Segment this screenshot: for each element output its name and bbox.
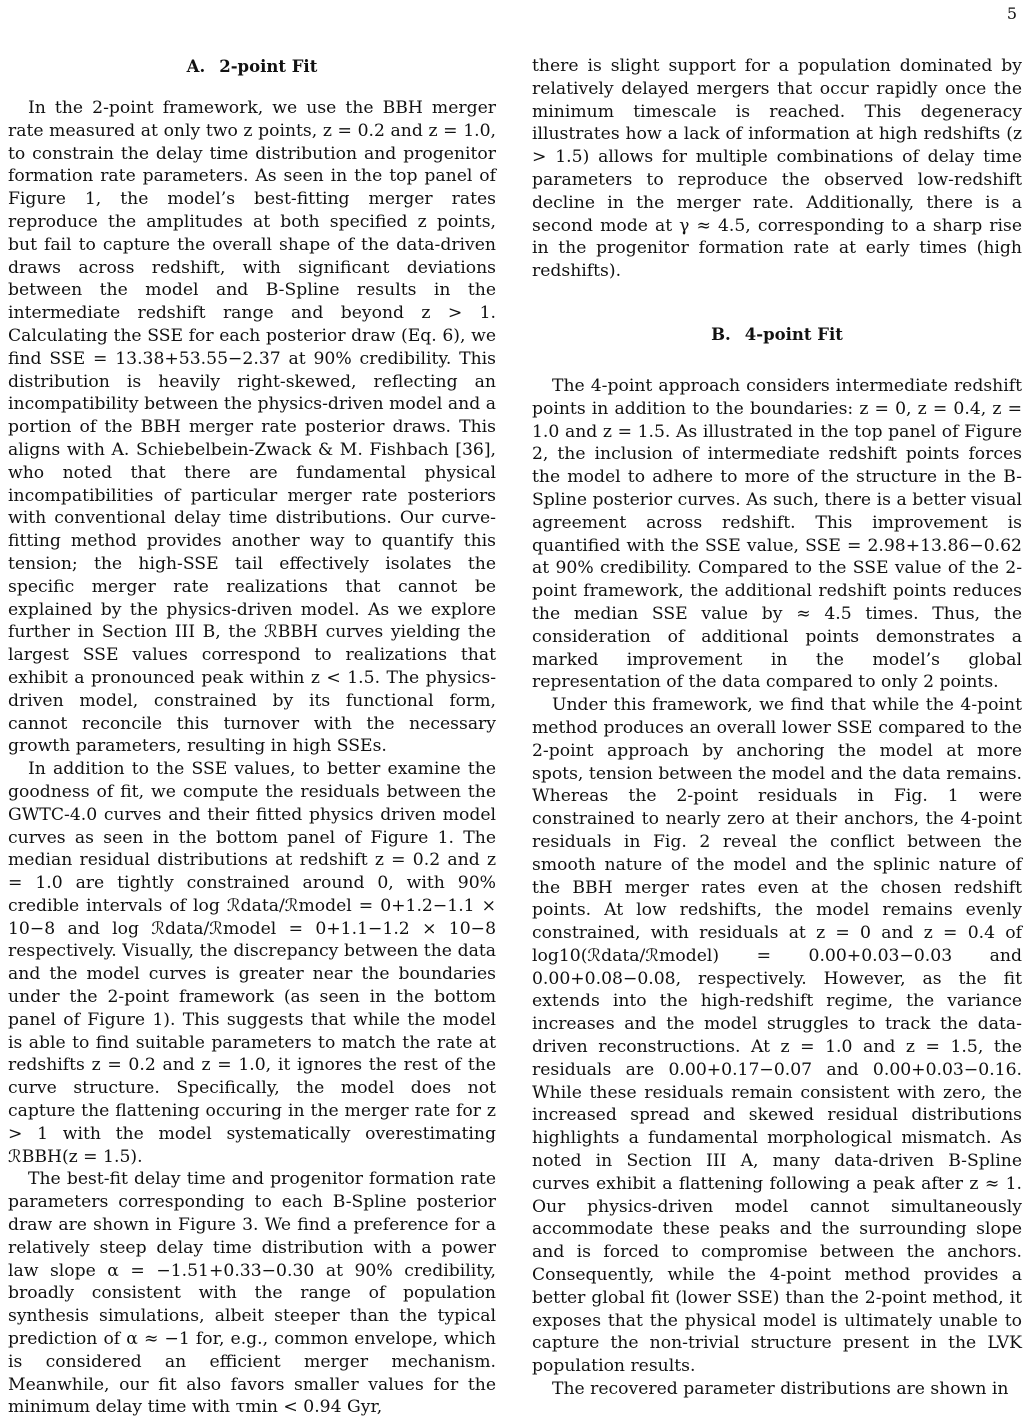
section-heading-text: 4-point Fit	[744, 324, 843, 344]
section-heading-text: 2-point Fit	[219, 57, 318, 76]
left-column	[8, 55, 496, 1419]
section-heading-number: B.	[711, 324, 731, 344]
paragraph: In the 2-point framework, we use the BBH merger rate measured at only two z points, z = 0.2 and z = 1.0, to constrain the delay time distribution and progenitor formation rate parameters. As seen in the top panel of Figure 1, the model’s best-fitting merger rates reproduce the amplitudes at both specified z points, but fail to capture the overall shape of the data-driven draws across redshift, with significant deviations between the model and B-Spline results in the intermediate redshift range and beyond z > 1. Calculating the SSE for each posterior draw (Eq. 6), we find SSE = 13.38+53.55−2.37 at 90% credibility. This distribution is heavily right-skewed, reflecting an incompatibility between the physics-driven model and a portion of the BBH merger rate posterior draws. This aligns with A. Schiebelbein-Zwack & M. Fishbach [36], who noted that there are fundamental physical incompatibilities of particular merger rate posteriors with conventional delay time distributions. Our curve-fitting method provides another way to quantify this tension; the high-SSE tail effectively isolates the specific merger rate realizations that cannot be explained by the physics-driven model. As we explore further in Section III B, the ℛBBH curves yielding the largest SSE values correspond to realizations that exhibit a pronounced peak within z < 1.5. The physics-driven model, constrained by its functional form, cannot reconcile this turnover with the necessary growth parameters, resulting in high SSEs.	[8, 98, 496, 757]
paragraph: Under this framework, we find that while the 4-point method produces an overall lower SSE compared to the 2-point approach by anchoring the model at more spots, tension between the model and the data remains. Whereas the 2-point residuals in Fig. 1 were constrained to nearly zero at their anchors, the 4-point residuals in Fig. 2 reveal the conflict between the smooth nature of the model and the splinic nature of the BBH merger rates even at the chosen redshift points. At low redshifts, the model remains evenly constrained, with residuals at z = 0 and z = 0.4 of log10(ℛdata/ℛmodel) = 0.00+0.03−0.03 and 0.00+0.08−0.08, respectively. However, as the fit extends into the high-redshift regime, the variance increases and the model struggles to track the data-driven reconstructions. At z = 1.0 and z = 1.5, the residuals are 0.00+0.17−0.07 and 0.00+0.03−0.16. While these residuals remain consistent with zero, the increased spread and skewed residual distributions highlights a fundamental morphological mismatch. As noted in Section III A, many data-driven B-Spline curves exhibit a flattening following a peak after z ≈ 1. Our physics-driven model cannot simultaneously accommodate these peaks and the surrounding slope and is forced to compromise between the anchors. Consequently, while the 4-point method provides a better global fit (lower SSE) than the 2-point method, it exposes that the physical model is ultimately unable to capture the non-trivial structure present in the LVK population results.	[532, 695, 1022, 1377]
paragraph: The best-fit delay time and progenitor formation rate parameters corresponding to each B-Spline posterior draw are shown in Figure 3. We find a preference for a relatively steep delay time distribution with a power law slope α = −1.51+0.33−0.30 at 90% credibility, broadly consistent with the range of population synthesis simulations, albeit steeper than the typical prediction of α ≈ −1 for, e.g., common envelope, which is considered an efficient merger mechanism. Meanwhile, our fit also favors smaller values for the minimum delay time with τmin < 0.94 Gyr,	[8, 1169, 496, 1418]
paragraph: The recovered parameter distributions are shown in	[552, 1379, 1009, 1400]
section-heading-number: A.	[186, 57, 206, 76]
right-column	[532, 55, 1022, 1401]
paragraph-continued: there is slight support for a population dominated by relatively delayed mergers that occur rapidly once the minimum timescale is reached. This degeneracy illustrates how a lack of information at high redshifts (z > 1.5) allows for multiple combinations of delay time parameters to reproduce the observed low-redshift decline in the merger rate. Additionally, there is a second mode at γ ≈ 4.5, corresponding to a sharp rise in the progenitor formation rate at early times (high redshifts).	[532, 56, 1022, 282]
paragraph: In addition to the SSE values, to better examine the goodness of fit, we compute the residuals between the GWTC-4.0 curves and their fitted physics driven model curves as seen in the bottom panel of Figure 1. The median residual distributions at redshift z = 0.2 and z = 1.0 are tightly constrained around 0, with 90% credible intervals of log ℛdata/ℛmodel = 0+1.2−1.1 × 10−8 and log ℛdata/ℛmodel = 0+1.1−1.2 × 10−8 respectively. Visually, the discrepancy between the data and the model curves is greater near the boundaries under the 2-point framework (as seen in the bottom panel of Figure 1). This suggests that while the model is able to find suitable parameters to match the rate at redshifts z = 0.2 and z = 1.0, it ignores the rest of the curve structure. Specifically, the model does not capture the flattening occuring in the merger rate for z > 1 with the model systematically overestimating ℛBBH(z = 1.5).	[8, 759, 496, 1167]
section-heading-4-point	[532, 323, 1022, 347]
page-number: 5	[1006, 4, 1017, 23]
paragraph: The 4-point approach considers intermediate redshift points in addition to the boundaries: z = 0, z = 0.4, z = 1.0 and z = 1.5. As illustrated in the top panel of Figure 2, the inclusion of intermediate redshift points forces the model to adhere to more of the structure in the B-Spline posterior curves. As such, there is a better visual agreement across redshift. This improvement is quantified with the SSE value, SSE = 2.98+13.86−0.62 at 90% credibility. Compared to the SSE value of the 2-point framework, the additional redshift points reduces the median SSE value by ≈ 4.5 times. Thus, the consideration of additional points demonstrates a marked improvement in the model’s global representation of the data compared to only 2 points.	[532, 375, 1022, 693]
section-heading-2-point	[8, 55, 496, 79]
